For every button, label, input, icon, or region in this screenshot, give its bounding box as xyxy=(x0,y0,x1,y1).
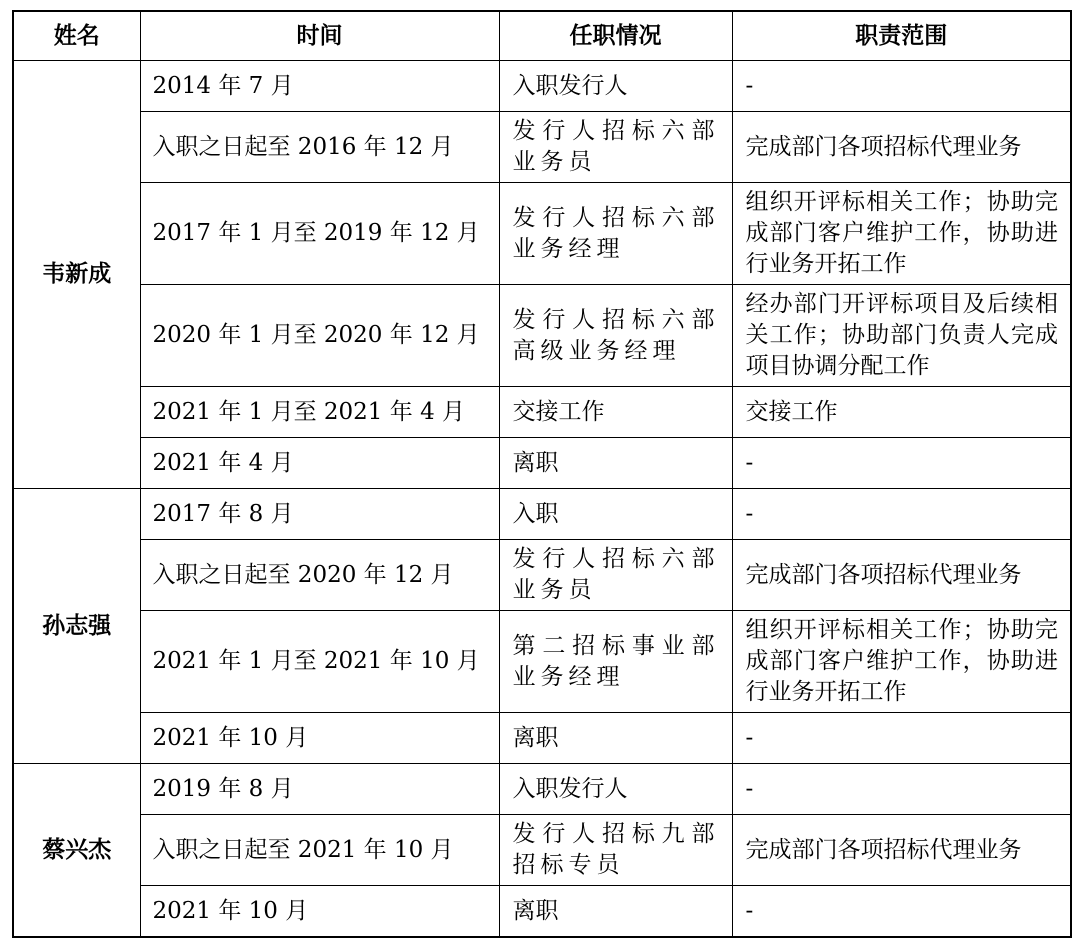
role-cell: 入职发行人 xyxy=(499,764,732,815)
table-row xyxy=(13,764,1071,815)
person-name: 韦新成 xyxy=(13,61,140,489)
duty-cell: - xyxy=(732,489,1071,540)
duty-cell: 交接工作 xyxy=(732,387,1071,438)
person-name: 蔡兴杰 xyxy=(13,764,140,938)
role-cell: 第二招标事业部业务经理 xyxy=(499,611,732,713)
role-cell: 发行人招标六部业务员 xyxy=(499,540,732,611)
time-cell: 2021 年 4 月 xyxy=(140,438,499,489)
table-header-row xyxy=(13,11,1071,61)
header-name: 姓名 xyxy=(13,11,140,61)
table-row xyxy=(13,183,1071,285)
table-row xyxy=(13,489,1071,540)
duty-cell: 经办部门开评标项目及后续相关工作；协助部门负责人完成项目协调分配工作 xyxy=(732,285,1071,387)
duty-cell: 完成部门各项招标代理业务 xyxy=(732,540,1071,611)
role-cell: 发行人招标六部业务经理 xyxy=(499,183,732,285)
time-cell: 2019 年 8 月 xyxy=(140,764,499,815)
duty-cell: - xyxy=(732,764,1071,815)
time-cell: 2021 年 10 月 xyxy=(140,713,499,764)
table-row xyxy=(13,815,1071,886)
table-body xyxy=(13,61,1071,938)
time-cell: 2017 年 8 月 xyxy=(140,489,499,540)
table-row xyxy=(13,540,1071,611)
employment-history-table xyxy=(12,10,1072,938)
table-row xyxy=(13,438,1071,489)
table-row xyxy=(13,611,1071,713)
table-row xyxy=(13,886,1071,938)
duty-cell: 组织开评标相关工作；协助完成部门客户维护工作，协助进行业务开拓工作 xyxy=(732,183,1071,285)
role-cell: 入职 xyxy=(499,489,732,540)
duty-cell: 完成部门各项招标代理业务 xyxy=(732,815,1071,886)
duty-cell: - xyxy=(732,438,1071,489)
duty-cell: - xyxy=(732,61,1071,112)
role-cell: 交接工作 xyxy=(499,387,732,438)
duty-cell: 完成部门各项招标代理业务 xyxy=(732,112,1071,183)
time-cell: 2021 年 10 月 xyxy=(140,886,499,938)
role-cell: 发行人招标九部招标专员 xyxy=(499,815,732,886)
role-cell: 发行人招标六部高级业务经理 xyxy=(499,285,732,387)
time-cell: 2020 年 1 月至 2020 年 12 月 xyxy=(140,285,499,387)
time-cell: 2021 年 1 月至 2021 年 4 月 xyxy=(140,387,499,438)
header-duty: 职责范围 xyxy=(732,11,1071,61)
time-cell: 入职之日起至 2016 年 12 月 xyxy=(140,112,499,183)
role-cell: 离职 xyxy=(499,886,732,938)
table-row xyxy=(13,112,1071,183)
duty-cell: - xyxy=(732,713,1071,764)
role-cell: 离职 xyxy=(499,438,732,489)
header-time: 时间 xyxy=(140,11,499,61)
time-cell: 2017 年 1 月至 2019 年 12 月 xyxy=(140,183,499,285)
time-cell: 入职之日起至 2021 年 10 月 xyxy=(140,815,499,886)
role-cell: 入职发行人 xyxy=(499,61,732,112)
header-role: 任职情况 xyxy=(499,11,732,61)
time-cell: 入职之日起至 2020 年 12 月 xyxy=(140,540,499,611)
duty-cell: 组织开评标相关工作；协助完成部门客户维护工作，协助进行业务开拓工作 xyxy=(732,611,1071,713)
role-cell: 发行人招标六部业务员 xyxy=(499,112,732,183)
role-cell: 离职 xyxy=(499,713,732,764)
table-row xyxy=(13,285,1071,387)
table-row xyxy=(13,713,1071,764)
employment-table-container xyxy=(12,10,1072,938)
duty-cell: - xyxy=(732,886,1071,938)
table-row xyxy=(13,61,1071,112)
time-cell: 2014 年 7 月 xyxy=(140,61,499,112)
person-name: 孙志强 xyxy=(13,489,140,764)
table-row xyxy=(13,387,1071,438)
time-cell: 2021 年 1 月至 2021 年 10 月 xyxy=(140,611,499,713)
